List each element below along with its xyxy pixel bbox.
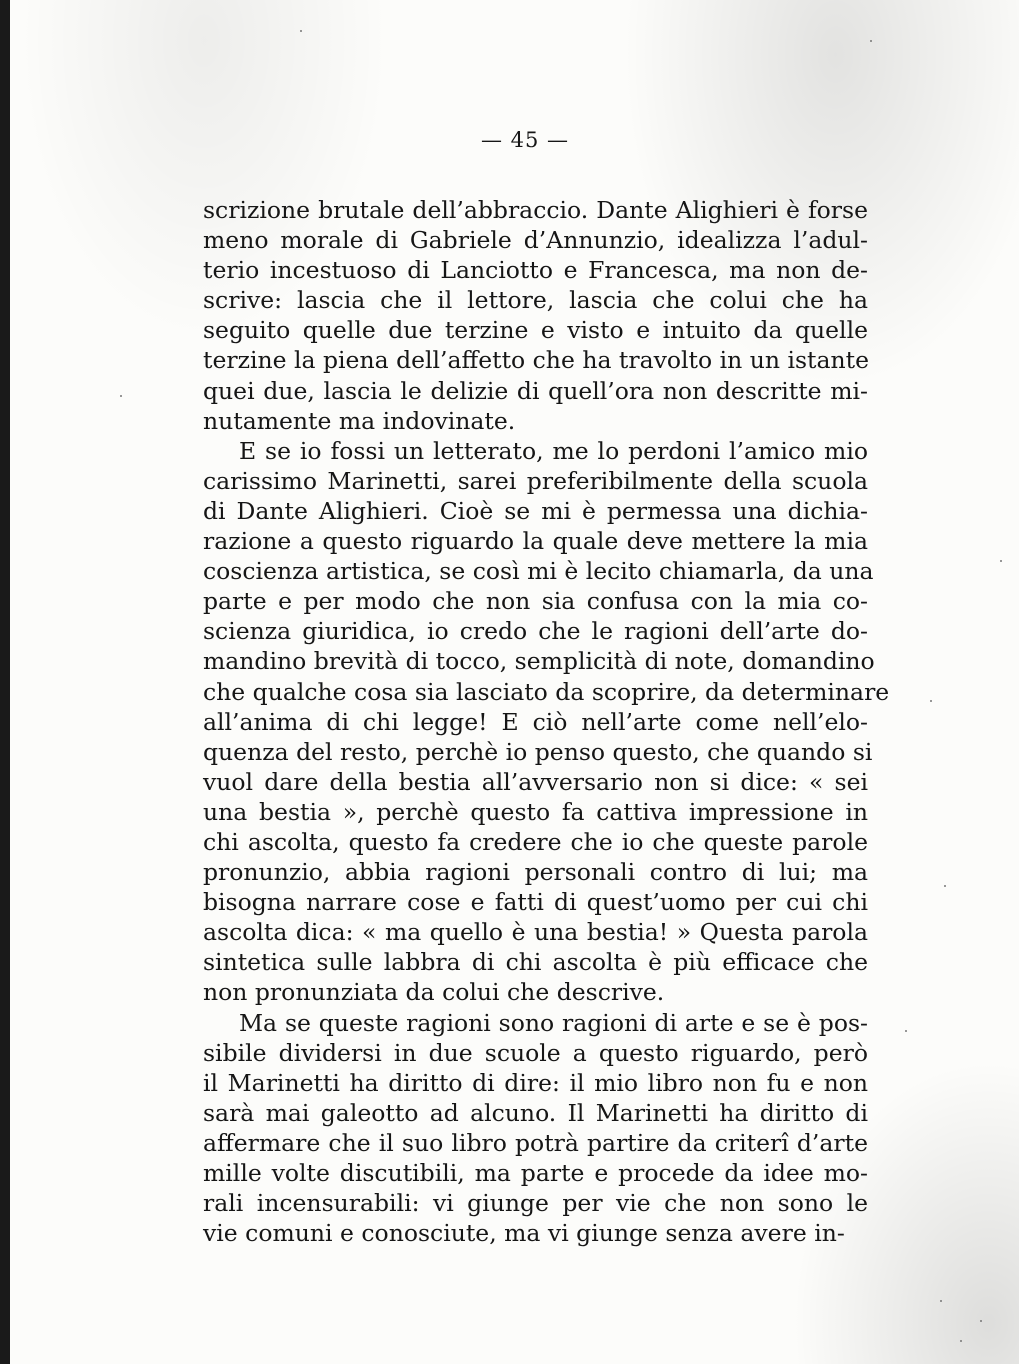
text-line: parte e per modo che non sia confusa con la mia co- — [203, 587, 868, 616]
text-line: rali incensurabili: vi giunge per vie che non sono le — [203, 1189, 868, 1218]
text-line: che qualche cosa sia lasciato da scoprire, da determinare — [203, 677, 890, 706]
text-line: carissimo Marinetti, sarei preferibilmente della scuola — [203, 466, 868, 495]
text-line: mille volte discutibili, ma parte e procede da idee mo- — [203, 1159, 868, 1187]
body-text — [203, 195, 890, 1248]
text-line: nutamente ma indovinate. — [203, 406, 516, 435]
text-line: coscienza artistica, se così mi è lecito chiamarla, da una — [203, 557, 874, 586]
text-line: quenza del resto, perchè io penso questo, che quando si — [203, 737, 873, 766]
text-line: bisogna narrare cose e fatti di quest’uomo per cui chi — [203, 888, 868, 917]
text-line: seguito quelle due terzine e visto e intuito da quelle — [203, 316, 868, 345]
text-line: scienza giuridica, io credo che le ragioni dell’arte do- — [203, 617, 868, 646]
text-line: affermare che il suo libro potrà partire da criterî d’arte — [203, 1128, 868, 1157]
text-line: meno morale di Gabriele d’Annunzio, idealizza l’adul- — [203, 226, 868, 255]
text-line: non pronunziata da colui che descrive. — [203, 978, 665, 1007]
text-line: scrive: lascia che il lettore, lascia che colui che ha — [203, 286, 868, 315]
text-line: ascolta dica: « ma quello è una bestia! » Questa parola — [203, 918, 868, 947]
scan-speck — [300, 30, 302, 32]
text-line: sarà mai galeotto ad alcuno. Il Marinetti ha diritto di — [203, 1098, 868, 1127]
text-line: terio incestuoso di Lanciotto e Francesca, ma non de- — [203, 256, 868, 285]
page-number: — 45 — — [480, 128, 570, 152]
text-line: Ma se queste ragioni sono ragioni di arte e se è pos- — [239, 1008, 868, 1037]
text-line: vuol dare della bestia all’avversario non si dice: « sei — [203, 767, 868, 796]
binding-edge — [0, 0, 10, 1364]
text-line: sintetica sulle labbra di chi ascolta è più efficace che — [203, 948, 868, 977]
text-line: scrizione brutale dell’abbraccio. Dante Alighieri è forse — [203, 196, 868, 224]
text-line: E se io fossi un letterato, me lo perdoni l’amico mio — [239, 436, 868, 465]
scan-speck — [905, 1030, 907, 1032]
text-line: pronunzio, abbia ragioni personali contro di lui; ma — [203, 858, 868, 887]
scan-speck — [960, 1340, 962, 1342]
text-line: vie comuni e conosciute, ma vi giunge senza avere in- — [203, 1219, 845, 1248]
scan-speck — [120, 395, 122, 397]
paragraph — [203, 1008, 868, 1249]
text-line: terzine la piena dell’affetto che ha travolto in un istante — [203, 346, 869, 375]
scan-speck — [944, 885, 946, 887]
text-line: all’anima di chi legge! E ciò nell’arte come nell’elo- — [203, 707, 868, 736]
text-line: quei due, lascia le delizie di quell’ora non descritte mi- — [203, 376, 868, 405]
text-line: sibile dividersi in due scuole a questo riguardo, però — [203, 1038, 868, 1067]
text-line: razione a questo riguardo la quale deve mettere la mia — [203, 527, 868, 556]
text-line: mandino brevità di tocco, semplicità di note, domandino — [203, 647, 875, 676]
scan-speck — [930, 700, 932, 702]
paragraph — [203, 195, 868, 436]
text-line: chi ascolta, questo fa credere che io che queste parole — [203, 827, 868, 856]
scan-speck — [1000, 560, 1002, 562]
text-line: il Marinetti ha diritto di dire: il mio libro non fu e non — [203, 1068, 868, 1097]
text-line: di Dante Alighieri. Cioè se mi è permessa una dichia- — [203, 496, 868, 525]
paragraph — [203, 436, 890, 1008]
text-line: una bestia », perchè questo fa cattiva impressione in — [203, 797, 868, 826]
scan-speck — [870, 40, 872, 42]
scan-speck — [980, 1320, 982, 1322]
scan-speck — [940, 1300, 942, 1302]
